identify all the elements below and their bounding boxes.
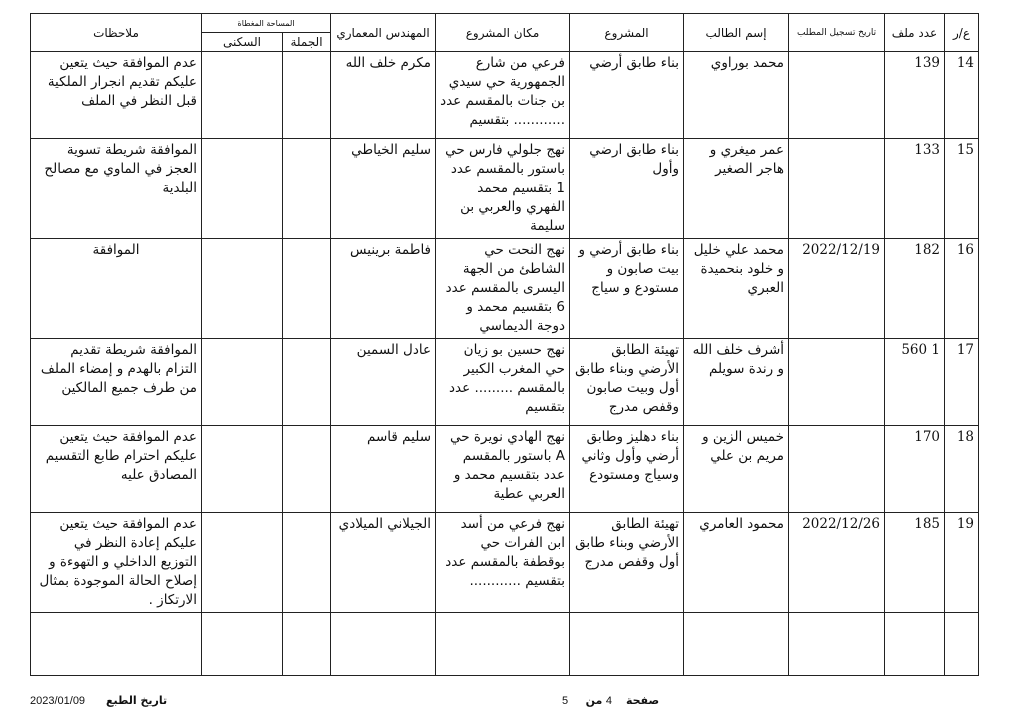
- notes: الموافقة: [31, 239, 202, 339]
- project-description: بناء دهليز وطابق أرضي وأول وثاني وسياج ومستودع: [570, 426, 684, 513]
- notes: الموافقة شريطة تسوية العجز في الماوي مع مصالح البلدية: [31, 139, 202, 239]
- file-number: 1 560: [885, 339, 945, 426]
- page-label: صفحة: [625, 694, 660, 707]
- applicant-name: أشرف خلف الله و رندة سويلم: [684, 339, 789, 426]
- row-number: 15: [945, 139, 979, 239]
- header-no: ع/ر: [945, 14, 979, 52]
- header-file-no: عدد ملف: [885, 14, 945, 52]
- row-number: 18: [945, 426, 979, 513]
- project-location: نهج جلولي فارس حي باستور بالمقسم عدد 1 بتقسيم محمد الفهري والعربي بن سليمة: [436, 139, 570, 239]
- project-description: بناء طابق ارضي وأول: [570, 139, 684, 239]
- row-number: 16: [945, 239, 979, 339]
- registration-date: [789, 139, 885, 239]
- print-date-block: [30, 694, 167, 707]
- registration-date: [789, 52, 885, 139]
- row-number: 19: [945, 513, 979, 613]
- architect-name: سليم الخياطي: [331, 139, 436, 239]
- area-total: [283, 52, 331, 139]
- architect-name: سليم قاسم: [331, 426, 436, 513]
- notes: عدم الموافقة حيث يتعين عليكم احترام طابع التقسيم المصادق عليه: [31, 426, 202, 513]
- applicant-name: عمر ميغري و هاجر الصغير: [684, 139, 789, 239]
- registration-date: 2022/12/26: [789, 513, 885, 613]
- area-total: [283, 339, 331, 426]
- project-location: نهج الهادي نويرة حي A باستور بالمقسم عدد بتقسيم محمد و العربي عطية: [436, 426, 570, 513]
- area-total: [283, 139, 331, 239]
- project-location: نهج النحت حي الشاطئ من الجهة اليسرى بالمقسم عدد 6 بتقسيم محمد و دوجة الديماسي: [436, 239, 570, 339]
- architect-name: مكرم خلف الله: [331, 52, 436, 139]
- header-reg-date: تاريخ تسجيل المطلب: [789, 14, 885, 52]
- architect-name: فاطمة برينيس: [331, 239, 436, 339]
- applicant-name: محمد بوراوي: [684, 52, 789, 139]
- table-row: [31, 426, 979, 513]
- header-location: مكان المشروع: [436, 14, 570, 52]
- project-location: نهج حسين بو زيان حي المغرب الكبير بالمقسم ......... عدد بتقسيم: [436, 339, 570, 426]
- project-location: نهج فرعي من أسد ابن الفرات حي بوقطفة بالمقسم عدد بتقسيم ............: [436, 513, 570, 613]
- area-total: [283, 426, 331, 513]
- project-location: فرعي من شارع الجمهورية حي سيدي بن جنات بالمقسم عدد ............ بتقسيم: [436, 52, 570, 139]
- project-description: تهيئة الطابق الأرضي وبناء طابق أول وبيت صابون وقفص مدرج: [570, 339, 684, 426]
- row-number: 17: [945, 339, 979, 426]
- page-indicator: [562, 694, 659, 707]
- applicant-name: محمود العامري: [684, 513, 789, 613]
- print-date-label: تاريخ الطبع: [106, 694, 168, 707]
- header-applicant: إسم الطالب: [684, 14, 789, 52]
- applicant-name: محمد علي خليل و خلود بنحميدة العبري: [684, 239, 789, 339]
- table-row: [31, 239, 979, 339]
- print-date: 2023/01/09: [30, 695, 86, 707]
- permits-register-table: [30, 13, 979, 676]
- area-housing: [202, 513, 283, 613]
- registration-date: [789, 339, 885, 426]
- page-total: 5: [562, 695, 569, 707]
- architect-name: عادل السمين: [331, 339, 436, 426]
- table-row: [31, 52, 979, 139]
- table-row-empty: [31, 613, 979, 676]
- notes: الموافقة شريطة تقديم التزام بالهدم و إمضاء الملف من طرف جميع المالكين: [31, 339, 202, 426]
- header-area-housing: السكنى: [202, 33, 283, 52]
- page-current: 4: [605, 695, 612, 707]
- project-description: تهيئة الطابق الأرضي وبناء طابق أول وقفص مدرج: [570, 513, 684, 613]
- area-housing: [202, 52, 283, 139]
- area-housing: [202, 139, 283, 239]
- header-notes: ملاحظات: [31, 14, 202, 52]
- architect-name: الجيلاني الميلادي: [331, 513, 436, 613]
- notes: عدم الموافقة حيث يتعين عليكم تقديم انجرار الملكية قبل النظر في الملف: [31, 52, 202, 139]
- project-description: بناء طابق أرضي: [570, 52, 684, 139]
- area-housing: [202, 339, 283, 426]
- applicant-name: خميس الزين و مريم بن علي: [684, 426, 789, 513]
- row-number: 14: [945, 52, 979, 139]
- table-row: [31, 339, 979, 426]
- registration-date: [789, 426, 885, 513]
- header-engineer: المهندس المعماري: [331, 14, 436, 52]
- area-housing: [202, 426, 283, 513]
- header-project: المشروع: [570, 14, 684, 52]
- area-total: [283, 239, 331, 339]
- notes: عدم الموافقة حيث يتعين عليكم إعادة النظر في التوزيع الداخلي و التهوءة و إصلاح الحالة الموجودة بمثال الارتكاز .: [31, 513, 202, 613]
- table-row: [31, 139, 979, 239]
- header-covered-area: المساحة المغطاة: [202, 14, 331, 33]
- file-number: 182: [885, 239, 945, 339]
- page-of: من: [585, 694, 603, 707]
- project-description: بناء طابق أرضي و بيت صابون و مستودع و سياج: [570, 239, 684, 339]
- header-area-total: الجملة: [283, 33, 331, 52]
- table-row: [31, 513, 979, 613]
- file-number: 133: [885, 139, 945, 239]
- area-housing: [202, 239, 283, 339]
- area-total: [283, 513, 331, 613]
- registration-date: 2022/12/19: [789, 239, 885, 339]
- file-number: 185: [885, 513, 945, 613]
- file-number: 139: [885, 52, 945, 139]
- file-number: 170: [885, 426, 945, 513]
